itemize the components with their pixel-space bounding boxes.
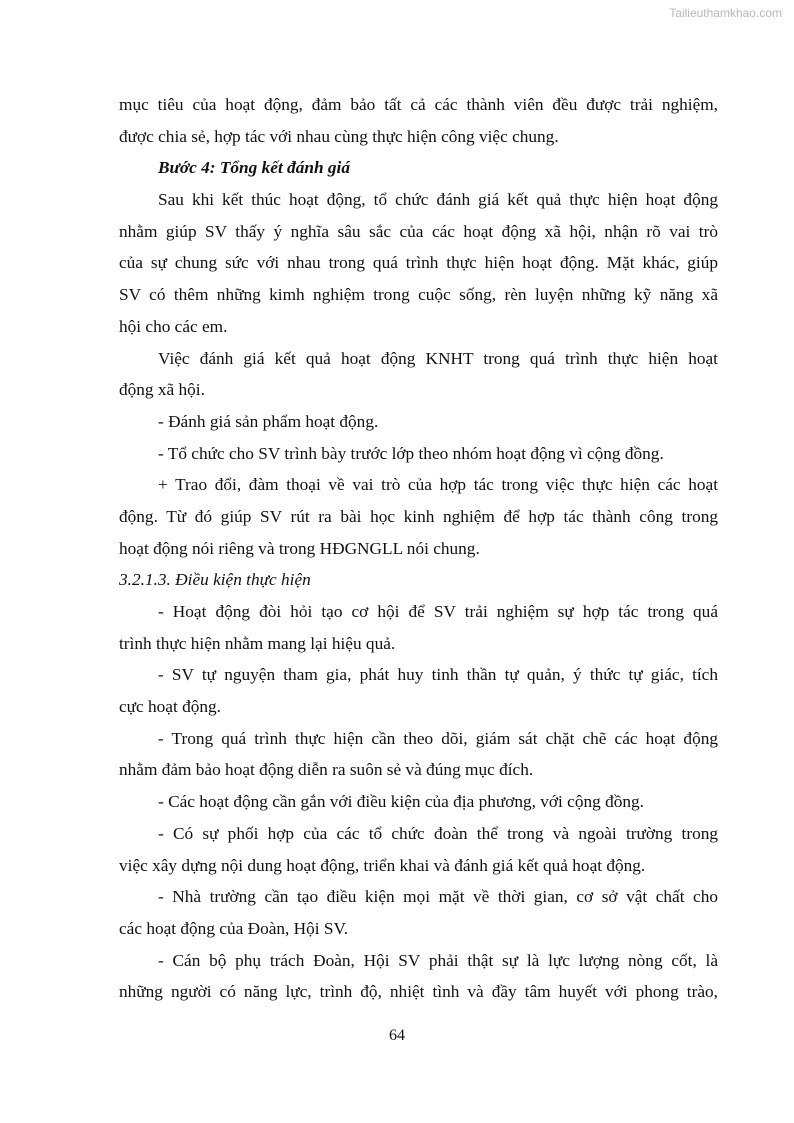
paragraph-line: được chia sẻ, hợp tác với nhau cùng thực hiện công việc chung. [119,126,559,146]
paragraph-line: nhằm đảm bảo hoạt động diễn ra suôn sẻ và đúng mục đích. [119,760,534,780]
paragraph-line: Sau khi kết thúc hoạt động, tổ chức đánh giá kết quả thực hiện hoạt động [158,190,718,210]
step-heading: Bước 4: Tổng kết đánh giá [158,158,350,178]
list-item: - Cán bộ phụ trách Đoàn, Hội SV phải thật sự là lực lượng nòng cốt, là [158,950,718,970]
paragraph-line: mục tiêu của hoạt động, đảm bảo tất cả các thành viên đều được trải nghiệm, [119,95,718,114]
paragraph-line: Việc đánh giá kết quả hoạt động KNHT trong quá trình thực hiện hoạt [158,348,718,368]
paragraph-line: động. Từ đó giúp SV rút ra bài học kinh nghiệm để hợp tác thành công trong [119,506,718,526]
paragraph-line: các hoạt động của Đoàn, Hội SV. [119,918,349,938]
list-item: + Trao đổi, đàm thoại về vai trò của hợp tác trong việc thực hiện các hoạt [158,475,718,495]
list-item: - Đánh giá sản phẩm hoạt động. [158,411,379,431]
paragraph-line: những người có năng lực, trình độ, nhiệt tình và đầy tâm huyết với phong trào, [119,982,718,1002]
list-item: - Trong quá trình thực hiện cần theo dõi, giám sát chặt chẽ các hoạt động [158,728,718,748]
document-body [119,89,718,1008]
paragraph-line: của sự chung sức với nhau trong quá trình thực hiện hoạt động. Mặt khác, giúp [119,253,718,273]
watermark: Tailieuthamkhao.com [669,6,782,20]
list-item: - Nhà trường cần tạo điều kiện mọi mặt về thời gian, cơ sở vật chất cho [158,887,718,907]
section-heading: 3.2.1.3. Điều kiện thực hiện [119,570,311,590]
list-item: - Có sự phối hợp của các tổ chức đoàn thể trong và ngoài trường trong [158,823,718,843]
list-item: - Các hoạt động cần gắn với điều kiện của địa phương, với cộng đồng. [158,792,644,812]
paragraph-line: hoạt động nói riêng và trong HĐGNGLL nói chung. [119,538,480,558]
paragraph-line: cực hoạt động. [119,697,221,717]
paragraph-line: việc xây dựng nội dung hoạt động, triển khai và đánh giá kết quả hoạt động. [119,855,646,875]
paragraph-line: động xã hội. [119,380,205,400]
list-item: - SV tự nguyện tham gia, phát huy tinh thần tự quản, ý thức tự giác, tích [158,665,718,685]
page-number: 64 [389,1027,405,1044]
paragraph-line: hội cho các em. [119,316,228,336]
list-item: - Hoạt động đòi hỏi tạo cơ hội để SV trải nghiệm sự hợp tác trong quá [158,602,718,621]
paragraph-line: nhằm giúp SV thấy ý nghĩa sâu sắc của các hoạt động xã hội, nhận rõ vai trò [119,221,718,241]
paragraph-line: trình thực hiện nhằm mang lại hiệu quả. [119,633,396,653]
paragraph-line: SV có thêm những kimh nghiệm trong cuộc sống, rèn luyện những kỹ năng xã [119,285,718,305]
list-item: - Tổ chức cho SV trình bày trước lớp theo nhóm hoạt động vì cộng đồng. [158,443,664,463]
